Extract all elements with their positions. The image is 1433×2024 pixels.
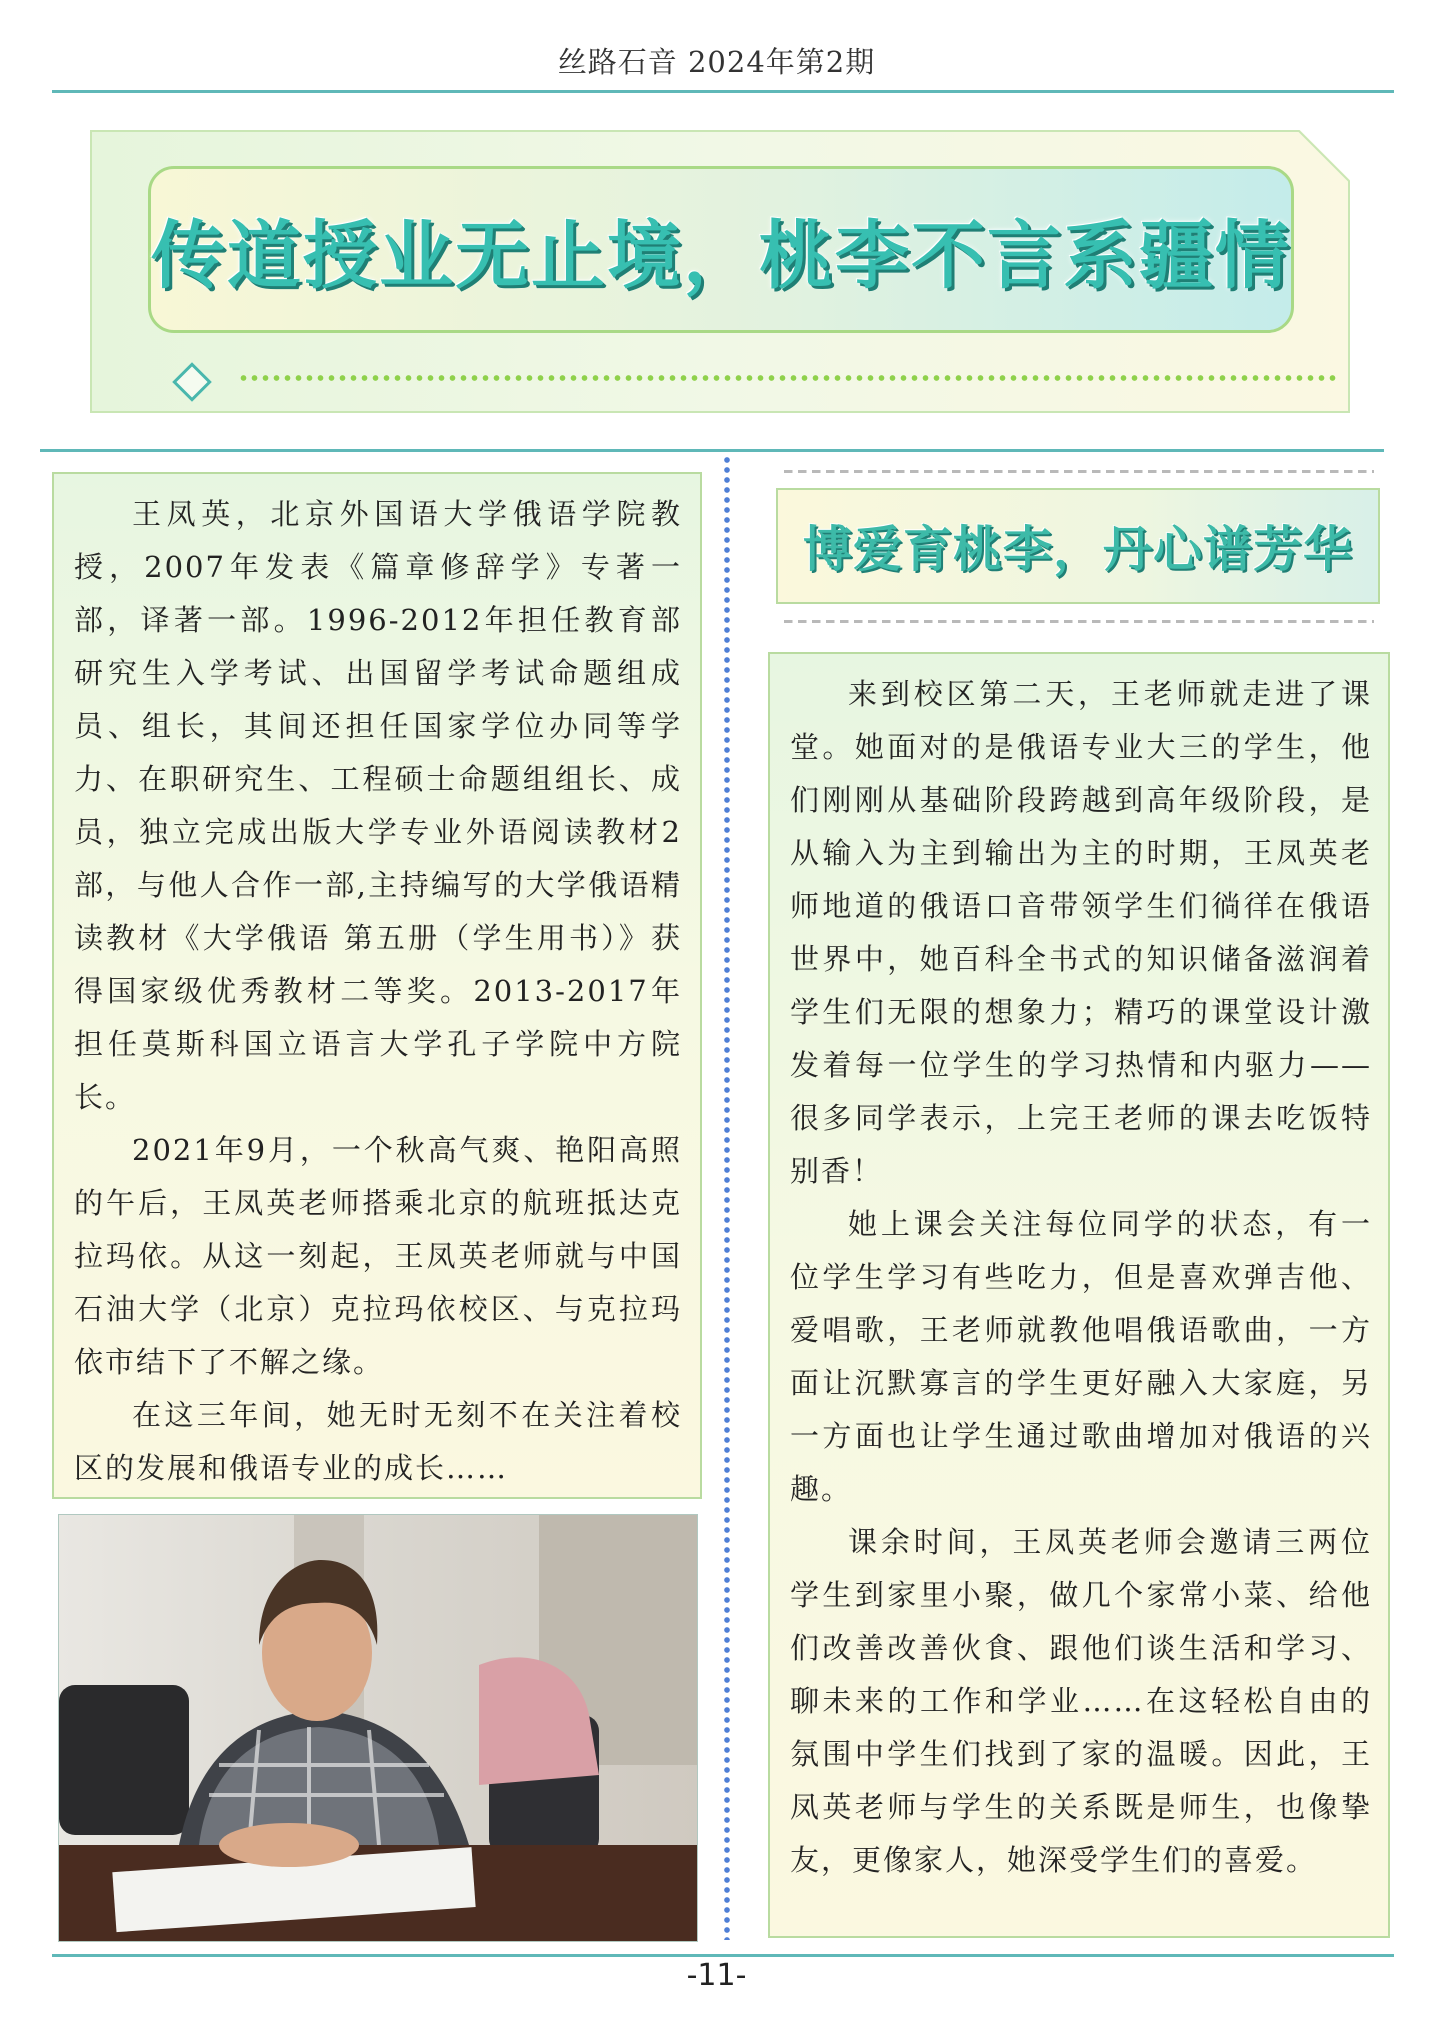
subtitle-dash-top	[784, 470, 1374, 473]
dotted-divider	[238, 374, 1338, 382]
section-subtitle: 博爱育桃李，丹心谱芳华	[802, 521, 1353, 578]
subtitle-dash-bottom	[784, 620, 1374, 623]
story-paragraph: 她上课会关注每位同学的状态，有一位学生学习有些吃力，但是喜欢弹吉他、爱唱歌，王老师就教他唱俄语歌曲，一方面让沉默寡言的学生更好融入大家庭，另一方面也让学生通过歌曲增加对俄语的兴趣。	[790, 1207, 1372, 1506]
journal-header: 丝路石音 2024年第2期	[557, 45, 876, 79]
story-text	[790, 668, 1372, 1887]
intro-paragraph: 2021年9月，一个秋高气爽、艳阳高照的午后，王凤英老师搭乘北京的航班抵达克拉玛依。从这一刻起，王凤英老师就与中国石油大学（北京）克拉玛依校区、与克拉玛依市结下了不解之缘。	[74, 1133, 682, 1379]
teacher-photo	[58, 1514, 698, 1942]
footer-rule	[52, 1954, 1394, 1957]
story-paragraph: 来到校区第二天，王老师就走进了课堂。她面对的是俄语专业大三的学生，他们刚刚从基础阶段跨越到高年级阶段，是从输入为主到输出为主的时期，王凤英老师地道的俄语口音带领学生们徜徉在俄语世界中，她百科全书式的知识储备滋润着学生们无限的想象力；精巧的课堂设计激发着每一位学生的学习热情和内驱力——很多同学表示，上完王老师的课去吃饭特别香！	[790, 677, 1372, 1188]
teacher-photo-illustration	[59, 1515, 698, 1942]
column-divider	[724, 455, 730, 1940]
intro-paragraph: 王凤英，北京外国语大学俄语学院教授，2007年发表《篇章修辞学》专著一部，译著一部。1996-2012年担任教育部研究生入学考试、出国留学考试命题组成员、组长，其间还担任国家学位办同等学力、在职研究生、工程硕士命题组组长、成员，独立完成出版大学专业外语阅读教材2部，与他人合作一部,主持编写的大学俄语精读教材《大学俄语 第五册（学生用书）》获得国家级优秀教材二等奖。2013-2017年担任莫斯科国立语言大学孔子学院中方院长。	[74, 497, 682, 1114]
section-rule-top	[40, 449, 1384, 452]
article-title: 传道授业无止境，桃李不言系疆情	[151, 212, 1291, 299]
story-paragraph: 课余时间，王凤英老师会邀请三两位学生到家里小聚，做几个家常小菜、给他们改善改善伙食、跟他们谈生活和学习、聊未来的工作和学业……在这轻松自由的氛围中学生们找到了家的温暖。因此，王凤英老师与学生的关系既是师生，也像挚友，更像家人，她深受学生们的喜爱。	[790, 1525, 1372, 1877]
page-number: -11-	[686, 1958, 747, 1993]
header-rule	[52, 90, 1394, 93]
intro-paragraph: 在这三年间，她无时无刻不在关注着校区的发展和俄语专业的成长……	[74, 1398, 682, 1485]
intro-text	[74, 488, 682, 1495]
